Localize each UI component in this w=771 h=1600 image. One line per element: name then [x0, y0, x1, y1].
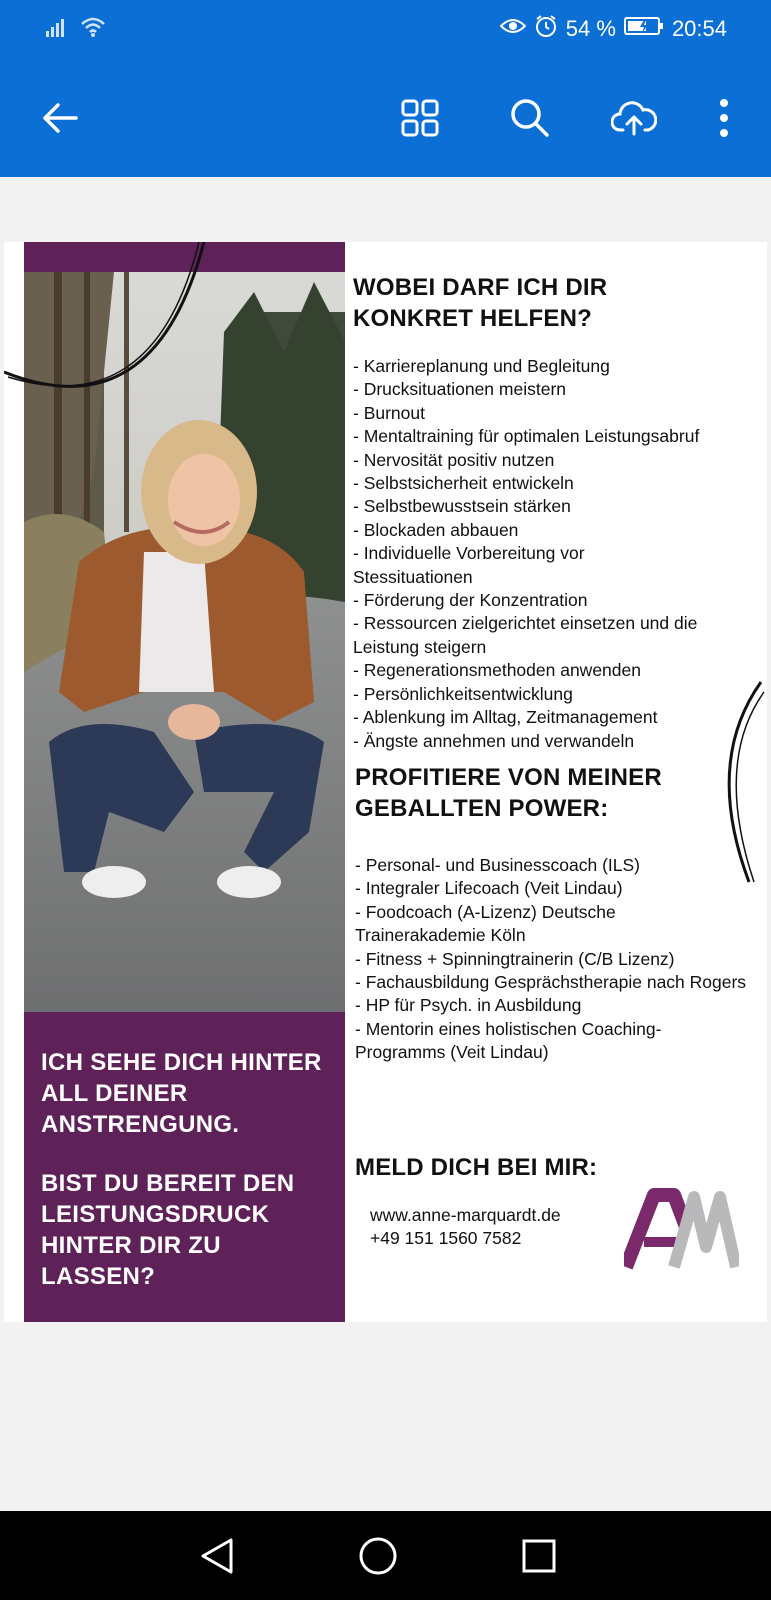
list-item: - Karriereplanung und Begleitung [353, 356, 610, 376]
left-text-2: BIST DU BEREIT DEN LEISTUNGSDRUCK HINTER DIR ZU LASSEN? [41, 1170, 295, 1290]
flyer-page [4, 242, 767, 1322]
more-icon[interactable] [700, 94, 748, 142]
qualifications-list [355, 854, 755, 1065]
search-icon[interactable] [506, 94, 554, 142]
list-item: - HP für Psych. in Ausbildung [355, 995, 582, 1016]
eye-icon [500, 16, 526, 42]
list-item: - Ablenkung im Alltag, Zeitmanagement [353, 707, 658, 728]
list-item: - Förderung der Konzentration [353, 590, 588, 611]
list-item: - Regenerationsmethoden anwenden [353, 660, 641, 681]
back-triangle-icon[interactable] [196, 1535, 238, 1577]
app-toolbar [0, 58, 771, 177]
list-item: - Fachausbildung Gesprächstherapie nach Rogers [355, 972, 747, 993]
list-item: - Foodcoach (A-Lizenz) Deutsche Trainerakademie Köln [355, 901, 616, 946]
list-item: - Selbstsicherheit entwickeln [353, 473, 574, 494]
list-item: - Individuelle Vorbereitung vor Stessituationen [353, 543, 585, 587]
recents-square-icon[interactable] [518, 1535, 560, 1577]
battery-icon [624, 16, 664, 42]
heading-power: PROFITIERE VON MEINER GEBALLTEN POWER: [355, 764, 662, 822]
heading-help: WOBEI DARF ICH DIR KONKRET HELFEN? [353, 274, 608, 332]
status-bar [0, 0, 771, 58]
list-item: - Personal- und Businesscoach (ILS) [355, 855, 640, 875]
contact-info [370, 1204, 561, 1251]
list-item: - Mentorin eines holistischen Coaching-Programms (Veit Lindau) [355, 1018, 662, 1063]
signal-icon [46, 17, 70, 42]
document-viewer[interactable] [0, 177, 771, 1511]
list-item: - Nervosität positiv nutzen [353, 449, 555, 470]
help-list [353, 355, 761, 753]
back-arrow-icon[interactable] [36, 94, 84, 142]
battery-percent: 54 % [565, 16, 616, 41]
alarm-icon [534, 14, 558, 44]
website-link[interactable]: www.anne-marquardt.de [370, 1205, 561, 1225]
left-text-1: ICH SEHE DICH HINTER ALL DEINER ANSTRENGUNG. [41, 1049, 322, 1138]
list-item: - Ängste annehmen und verwandeln [353, 730, 635, 751]
grid-icon[interactable] [396, 94, 444, 142]
list-item: - Integraler Lifecoach (Veit Lindau) [355, 878, 623, 899]
list-item: - Burnout [353, 402, 425, 423]
phone-number[interactable]: +49 151 1560 7582 [370, 1228, 522, 1249]
list-item: - Ressourcen zielgerichtet einsetzen und die Leistung steigern [353, 613, 698, 657]
list-item: - Drucksituationen meistern [353, 379, 566, 400]
system-nav-bar [0, 1511, 771, 1600]
wifi-icon [80, 16, 106, 43]
heading-contact: MELD DICH BEI MIR: [355, 1154, 598, 1181]
list-item: - Persönlichkeitsentwicklung [353, 683, 573, 704]
brand-logo [624, 1187, 739, 1272]
home-circle-icon[interactable] [357, 1535, 399, 1577]
list-item: - Mentaltraining für optimalen Leistungsabruf [353, 426, 700, 447]
list-item: - Fitness + Spinningtrainerin (C/B Lizenz) [355, 948, 675, 969]
list-item: - Blockaden abbauen [353, 519, 519, 540]
list-item: - Selbstbewusstsein stärken [353, 496, 571, 517]
cloud-upload-icon[interactable] [610, 94, 658, 142]
clock-time: 20:54 [671, 16, 727, 41]
